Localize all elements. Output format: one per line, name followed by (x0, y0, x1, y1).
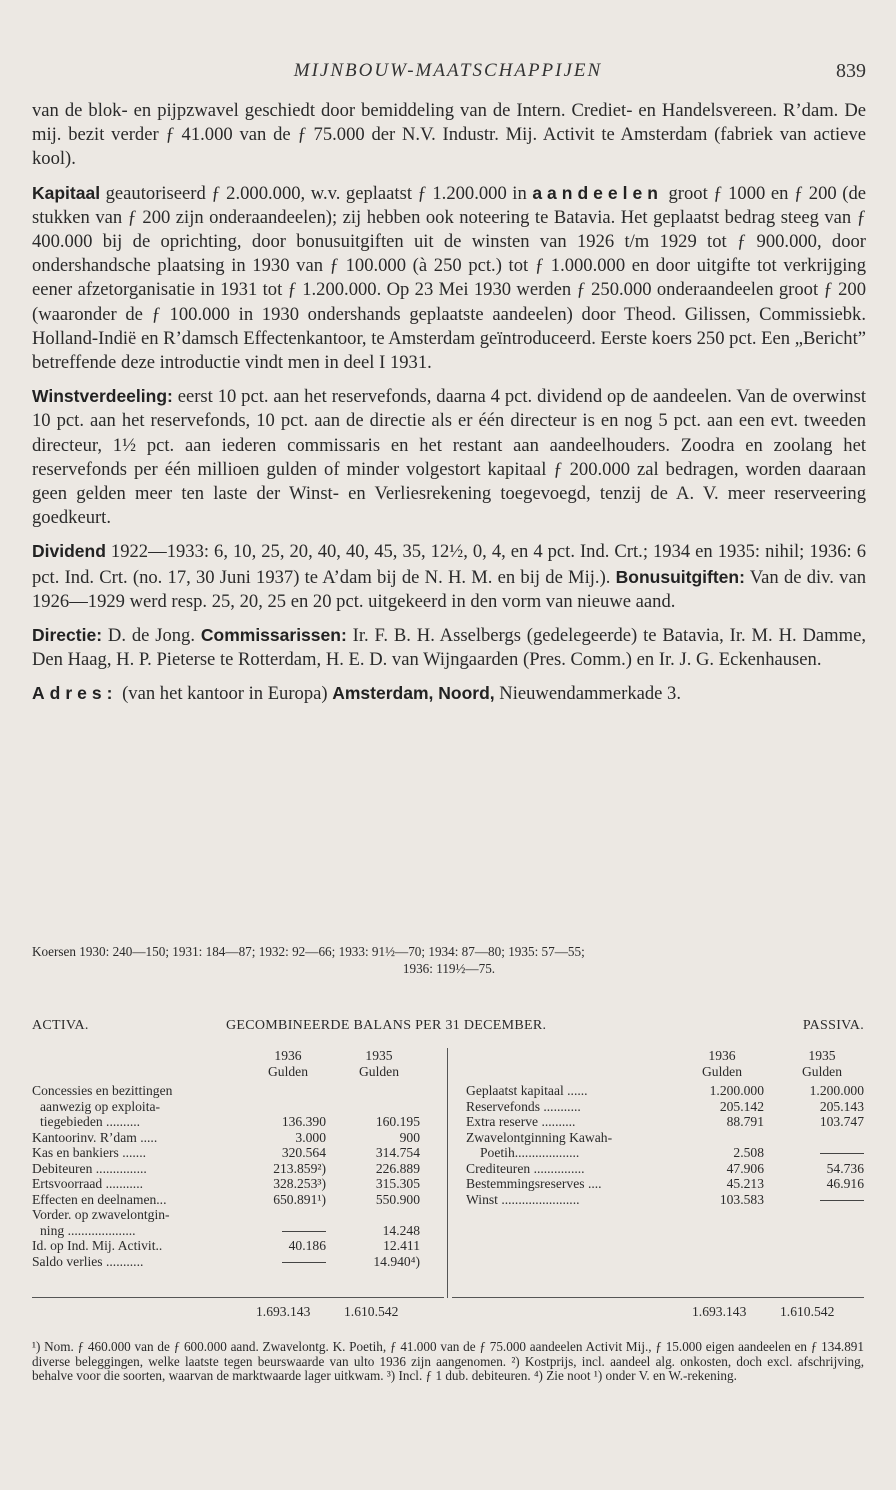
passiva-value-1936-1: 205.142 (719, 1098, 764, 1114)
activa-value-1935-11: 14.940⁴) (373, 1253, 420, 1269)
passiva-values-1936 (676, 1083, 764, 1207)
passiva-value-1936-7: 103.583 (719, 1191, 764, 1207)
passiva-unit-1935: Gulden (801, 1063, 843, 1079)
paragraph-adres (32, 681, 866, 706)
activa-value-1936-3: 3.000 (295, 1129, 326, 1145)
activa-value-1935-9: 14.248 (382, 1222, 420, 1238)
directie-text-b: Ir. F. B. H. Asselbergs (gedelegeerde) te Batavia, Ir. M. H. Damme, Den Haag, H. P. Pieterse te Rotterdam, H. E. D. van Wijngaarden (Pres. Comm.) en Ir. J. G. Eckenhausen. (32, 625, 867, 671)
activa-year-1935: 1935 (365, 1048, 393, 1063)
passiva-values-1935 (772, 1083, 864, 1207)
paragraph-intro (32, 99, 866, 172)
directie-text-a: D. de Jong. (102, 625, 201, 647)
winstverdeeling-text: eerst 10 pct. aan het reservefonds, daarna 4 pct. dividend op de aandeelen. Van de overwinst 10 pct. aan het reservefonds, 10 pct. aan de directie als er één directeur is en nog 5 pct. aan een evt. tweeden directeur, 1½ pct. aan iederen commissaris en het restant aan aandeelhouders. Zoodra en zoolang het reservefonds per één millioen gulden of minder volgestort kapitaal ƒ 200.000 zal bedragen, worden daaraan geen gelden meer ten laste der Winst- en Verliesrekening toegevoegd, tenzij de A. V. meer reserveering goedkeurt. (32, 386, 866, 529)
activa-value-1935-3: 900 (399, 1129, 420, 1145)
passiva-total-rule (452, 1297, 864, 1298)
activa-total-1935: 1.610.542 (344, 1304, 399, 1319)
passiva-col-1935-heading (786, 1048, 858, 1079)
passiva-label-3: Zwavelontginning Kawah- (466, 1129, 613, 1145)
activa-unit-1935: Gulden (358, 1063, 400, 1079)
activa-unit-1936: Gulden (267, 1063, 309, 1079)
activa-label-1: aanwezig op exploita- (40, 1098, 161, 1114)
commissarissen-label: Commissarissen: (200, 625, 347, 646)
body-text (32, 99, 866, 716)
passiva-col-1936-heading (686, 1048, 758, 1079)
passiva-label-1: Reservefonds ........... (466, 1098, 581, 1114)
activa-value-1935-4: 314.754 (375, 1145, 420, 1160)
activa-value-1935-1 (330, 1099, 420, 1115)
koersen (32, 943, 866, 977)
activa-value-1936-1 (246, 1099, 326, 1115)
koersen-line-2: 1936: 119½—75. (402, 961, 496, 976)
activa-label-0: Concessies en bezittingen (32, 1083, 173, 1098)
activa-value-1936-6: 328.253³) (273, 1176, 326, 1191)
passiva-year-1936: 1936 (708, 1048, 736, 1063)
activa-label-6: Ertsvoorraad ........... (32, 1176, 143, 1191)
passiva-value-1936-2: 88.791 (726, 1114, 764, 1129)
dividend-text-b: Van de div. van 1926—1929 werd resp. 25, 20, 25 en 20 pct. uitgekeerd in den vorm van nieuwe aand. (32, 566, 866, 612)
passiva-label-7: Winst ....................... (466, 1191, 580, 1207)
activa-value-1935-0 (330, 1083, 420, 1099)
activa-values-1936 (246, 1083, 326, 1269)
adres-label: Adres: (32, 683, 118, 704)
activa-value-1936-8 (246, 1207, 326, 1223)
activa-value-1936-4: 320.564 (281, 1145, 326, 1160)
activa-label-11: Saldo verlies ........... (32, 1253, 144, 1269)
passiva-label-0: Geplaatst kapitaal ...... (466, 1083, 588, 1098)
activa-value-1935-2: 160.195 (375, 1114, 420, 1129)
adres-city: Amsterdam, Noord, (332, 683, 495, 704)
passiva-value-1935-1: 205.143 (819, 1098, 864, 1114)
adres-text-a: (van het kantoor in Europa) (117, 683, 333, 705)
passiva-value-1936-0: 1.200.000 (709, 1083, 764, 1098)
dividend-text-a: 1922—1933: 6, 10, 25, 20, 40, 40, 45, 35, 12½, 0, 4, en 4 pct. Ind. Crt.; 1934 en 1935: nihil; 1936: 6 pct. Ind. Crt. (no. 17, 30 Juni 1937) te A’dam bij de N. H. M. en bij de Mij.). (32, 541, 866, 588)
activa-label-2: tiegebieden .......... (40, 1114, 141, 1129)
activa-label: ACTIVA. (32, 1018, 89, 1033)
passiva-total-1936: 1.693.143 (692, 1304, 747, 1319)
balance-column-divider (447, 1048, 448, 1298)
activa-label-9: ning .................... (40, 1222, 136, 1238)
activa-year-1936: 1936 (274, 1048, 302, 1063)
activa-label-7: Effecten en deelnamen... (32, 1191, 167, 1207)
passiva-year-1935: 1935 (808, 1048, 836, 1063)
running-title: MIJNBOUW-MAATSCHAPPIJEN (293, 60, 603, 81)
nil-dash (282, 1231, 326, 1232)
activa-total-rule (32, 1297, 444, 1298)
activa-col-1935-heading (343, 1048, 415, 1079)
paragraph-kapitaal (32, 181, 866, 376)
activa-labels (32, 1083, 242, 1269)
activa-label-3: Kantoorinv. R’dam ..... (32, 1129, 158, 1145)
activa-value-1936-10: 40.186 (288, 1238, 326, 1253)
winstverdeeling-label: Winstverdeeling: (32, 386, 173, 407)
passiva-value-1935-3 (772, 1130, 864, 1146)
kapitaal-text-b: groot ƒ 1000 en ƒ 200 (de stukken van ƒ 200 zijn onderaandeelen); zij hebben ook noteering te Batavia. Het geplaatst bedrag steeg van ƒ 400.000 bij de oprichting, door bonusuitgiften uit de winsten van 1926 t/m 1929 tot ƒ 900.000, door ondershandsche plaatsing in 1930 van ƒ 100.000 (à 250 pct.) tot ƒ 1.000.000 en door uitgifte tot verkrijging eener afzetorganisatie in 1931 tot ƒ 1.200.000. Op 23 Mei 1930 werden ƒ 250.000 onderaandeelen groot ƒ 200 (waaronder de ƒ 100.000 in 1930 ondershands geplaatste aandeelen) door Theod. Gilissen, Commissiebk. Holland-Indië en R’damsch Effectenkantoor, te Amsterdam geïntroduceerd. Eerste koers 250 pct. Een „Bericht” betreffende deze introductie vindt men in deel I 1931. (32, 182, 866, 374)
page-number: 839 (836, 60, 866, 82)
activa-label-4: Kas en bankiers ....... (32, 1145, 147, 1160)
adres-text-b: Nieuwendammerkade 3. (494, 683, 682, 705)
passiva-label-6: Bestemmingsreserves .... (466, 1176, 602, 1191)
activa-value-1936-0 (246, 1083, 326, 1099)
activa-value-1935-8 (330, 1207, 420, 1223)
activa-value-1936-2: 136.390 (281, 1114, 326, 1129)
paragraph-winstverdeeling (32, 384, 866, 530)
activa-label-10: Id. op Ind. Mij. Activit.. (32, 1238, 163, 1253)
activa-value-1936-7: 650.891¹) (273, 1191, 326, 1207)
koersen-line-1: Koersen 1930: 240—150; 1931: 184—87; 1932: 92—66; 1933: 91½—70; 1934: 87—80; 1935: 57—55; (32, 944, 585, 959)
passiva-value-1936-4: 2.508 (733, 1145, 764, 1160)
paragraph-dividend (32, 539, 866, 614)
directie-label: Directie: (32, 625, 103, 646)
passiva-labels (466, 1083, 680, 1207)
activa-value-1936-5: 213.859²) (273, 1160, 326, 1176)
nil-dash (820, 1200, 864, 1201)
bonusuitgiften-label: Bonusuitgiften: (615, 566, 745, 587)
activa-value-1935-6: 315.305 (375, 1176, 420, 1191)
paragraph-directie (32, 623, 866, 672)
passiva-label: PASSIVA. (802, 1018, 864, 1033)
activa-total-1936: 1.693.143 (256, 1304, 311, 1319)
nil-dash (820, 1153, 864, 1154)
activa-value-1935-10: 12.411 (383, 1238, 420, 1253)
activa-values-1935 (330, 1083, 420, 1269)
nil-dash (282, 1262, 326, 1263)
dividend-label: Dividend (32, 541, 106, 562)
aandeelen-label: aandeelen (532, 182, 663, 203)
activa-value-1935-5: 226.889 (375, 1160, 420, 1176)
passiva-value-1935-7 (772, 1192, 864, 1208)
kapitaal-text-a: geautoriseerd ƒ 2.000.000, w.v. geplaatst ƒ 1.200.000 in (100, 182, 533, 204)
passiva-total-1935: 1.610.542 (780, 1304, 835, 1319)
passiva-value-1936-6: 45.213 (726, 1176, 764, 1191)
running-header (0, 60, 896, 88)
activa-label-5: Debiteuren ............... (32, 1160, 147, 1176)
activa-col-1936-heading (252, 1048, 324, 1079)
activa-value-1936-11 (246, 1254, 326, 1270)
passiva-label-4: Poetih................... (480, 1145, 580, 1160)
activa-value-1935-7: 550.900 (375, 1191, 420, 1207)
passiva-value-1936-3 (676, 1130, 764, 1146)
activa-label-8: Vorder. op zwavelontgin- (32, 1207, 170, 1222)
passiva-value-1935-4 (772, 1145, 864, 1161)
paragraph-intro-text: van de blok- en pijpzwavel geschiedt door bemiddeling van de Intern. Crediet- en Handelsvereen. R’dam. De mij. bezit verder ƒ 41.000 van de ƒ 75.000 der N.V. Industr. Mij. Activit te Amsterdam (fabriek van actieve kool). (32, 100, 866, 170)
passiva-unit-1936: Gulden (701, 1063, 743, 1079)
kapitaal-label: Kapitaal (32, 182, 101, 203)
passiva-value-1935-0: 1.200.000 (809, 1083, 864, 1098)
passiva-value-1935-6: 46.916 (826, 1176, 864, 1191)
footnotes: ¹) Nom. ƒ 460.000 van de ƒ 600.000 aand. Zwavelontg. K. Poetih, ƒ 41.000 van de ƒ 75.000 aandeelen Activit Mij., ƒ 15.000 eigen aandeelen en ƒ 134.891 diverse beleggingen, welke laatste tegen beurswaarde van ulto 1936 zijn aangenomen. ²) Kostprijs, incl. aandeel alg. onkosten, doch excl. afschrijving, behalve voor die soorten, waarvan de marktwaarde lager uitkwam. ³) Incl. ƒ 1 dub. debiteuren. ⁴) Zie noot ¹) onder V. en W.-rekening. (32, 1339, 864, 1384)
activa-value-1936-9 (246, 1223, 326, 1239)
passiva-value-1935-5: 54.736 (826, 1160, 864, 1176)
passiva-value-1936-5: 47.906 (726, 1160, 764, 1176)
passiva-label-5: Crediteuren ............... (466, 1160, 585, 1176)
balance-title: GECOMBINEERDE BALANS PER 31 DECEMBER. (226, 1018, 547, 1033)
passiva-label-2: Extra reserve .......... (466, 1114, 576, 1129)
passiva-value-1935-2: 103.747 (819, 1114, 864, 1129)
